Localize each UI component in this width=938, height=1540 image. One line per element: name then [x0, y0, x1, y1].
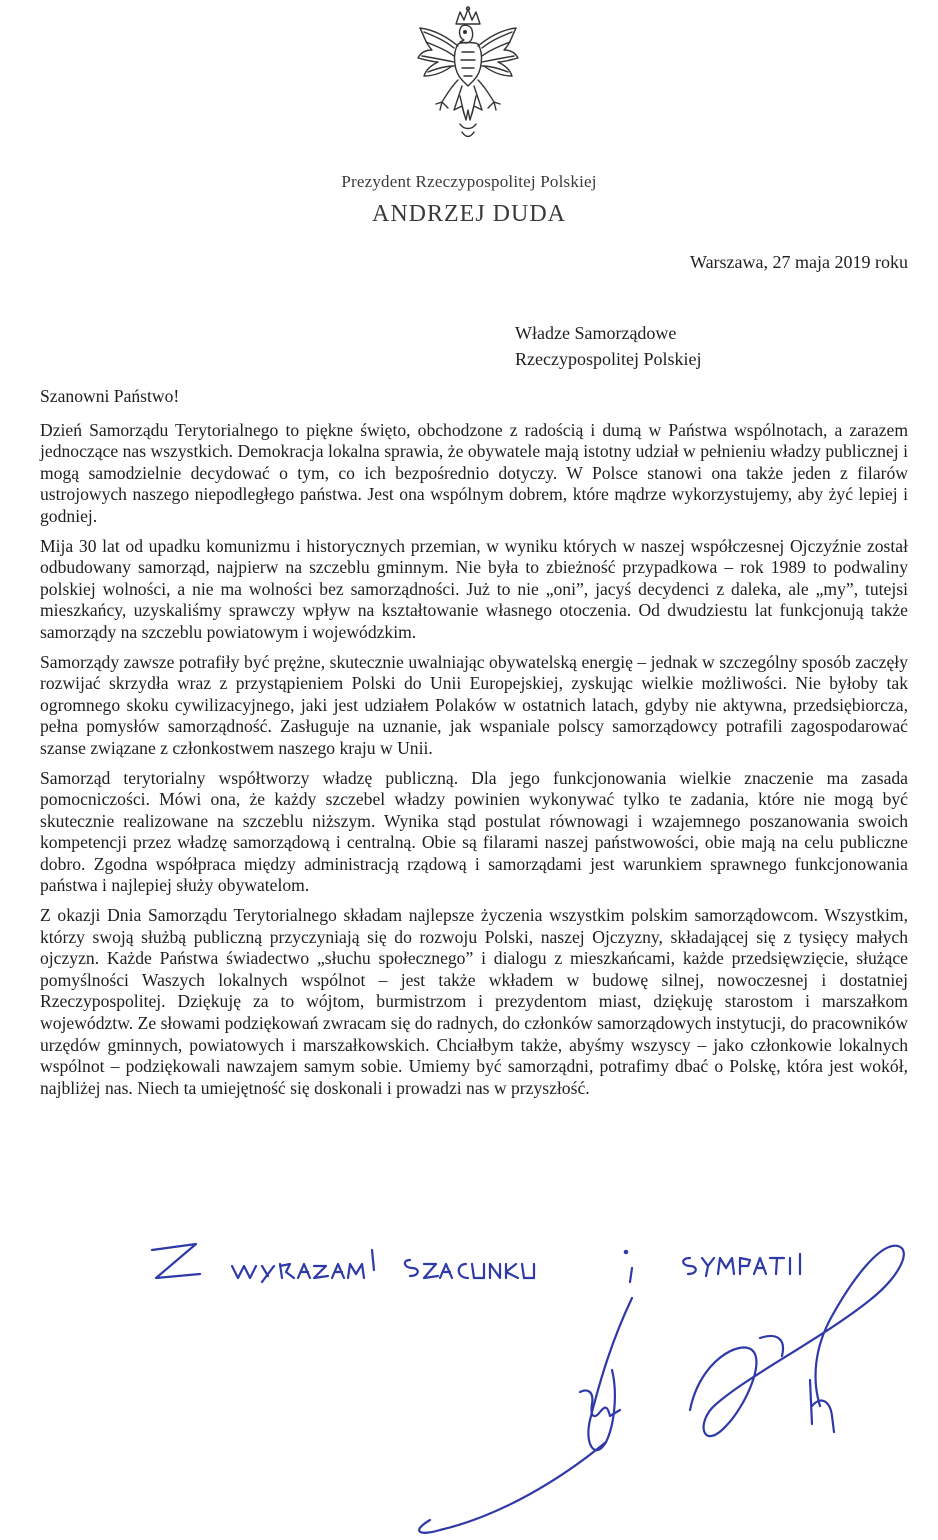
date-line: Warszawa, 27 maja 2019 roku: [690, 252, 908, 272]
salutation: Szanowni Państwo!: [40, 386, 180, 406]
handwritten-signature-icon: [0, 1220, 938, 1540]
letter-body: [40, 386, 908, 1107]
paragraph-4: Samorząd terytorialny współtworzy władzę publiczną. Dla jego funkcjonowania wielkie znaczenie ma zasada pomocniczości. Mówi ona, że każdy szczebel władzy powinien wykonywać tylko te zadania, które nie mogą być skutecznie realizowane na szczeblu niższym. Wynika stąd postulat równowagi i wzajemnego poszanowania swoich kompetencji przez władzę samorządową i centralną. Obie są filarami naszej państwowości, obie mają na celu publiczne dobro. Zgodna współpraca między administracją rządową i samorządami jest warunkiem sprawnego funkcjonowania państwa i najlepiej służy obywatelom.: [40, 767, 908, 896]
recipient-line-2: Rzeczypospolitej Polskiej: [515, 349, 702, 369]
white-eagle-emblem-icon: [412, 6, 524, 144]
recipient-block: [515, 320, 701, 372]
recipient-line-1: Władze Samorządowe: [515, 323, 677, 343]
paragraph-1: Dzień Samorządu Terytorialnego to piękne święto, obchodzone z radością i dumą w Państwa wspólnotach, a zarazem jednoczące nas wszystkich. Demokracja lokalna sprawia, że obywatele mają istotny udział w pełnieniu władzy publicznej i mogą samodzielnie decydować o tym, co ich bezpośrednio dotyczy. W Polsce stanowi ona także jeden z filarów ustrojowych naszego niepodległego państwa. Jest ona wspólnym dobrem, które mądrze wykorzystujemy, aby żyć lepiej i godniej.: [40, 419, 908, 526]
paragraph-2: Mija 30 lat od upadku komunizmu i historycznych przemian, w wyniku których w naszej współczesnej Ojczyźnie został odbudowany samorząd, najpierw na szczeblu gminnym. Nie była to zbieżność przypadkowa – rok 1989 to podwaliny polskiej wolności, a nie ma wolności bez samorządności. Już to nie „oni”, jacyś decydenci z daleka, ale „my”, tutejsi mieszkańcy, uzyskaliśmy sprawczy wpływ na kształtowanie własnego otoczenia. Od dwudziestu lat funkcjonują także samorządy na szczeblu powiatowym i wojewódzkim.: [40, 535, 908, 642]
president-name: ANDRZEJ DUDA: [372, 201, 566, 227]
paragraph-3: Samorządy zawsze potrafiły być prężne, skutecznie uwalniając obywatelską energię – jednak w szczególny sposób zaczęły rozwijać skrzydła wraz z przystąpieniem Polski do Unii Europejskiej, zyskując wielkie możliwości. Nie byłoby tak ogromnego skoku cywilizacyjnego, jaki jest udziałem Polaków w ostatnich latach, gdyby nie aktywna, przedsiębiorcza, pełna pomysłów samorządność. Zasługuje na uznanie, jak wspaniale polscy samorządowcy potrafili zagospodarować szanse związane z członkostwem naszego kraju w Unii.: [40, 651, 908, 758]
office-title: Prezydent Rzeczypospolitej Polskiej: [341, 172, 597, 191]
paragraph-5: Z okazji Dnia Samorządu Terytorialnego składam najlepsze życzenia wszystkim polskim samorządowcom. Wszystkim, którzy swoją służbą publiczną przyczyniają się do rozwoju Polski, naszej Ojczyzny, składającej się z tysięcy małych ojczyzn. Każde Państwa świadectwo „słuchu społecznego” i dialogu z mieszkańcami, każde przedsięwzięcie, służące pomyślności Waszych lokalnych wspólnot – jest także wkładem w budowę silnej, nowoczesnej i dostatniej Rzeczypospolitej. Dziękuję za to wójtom, burmistrzom i prezydentom miast, dziękuję starostom i marszałkom województw. Ze słowami podziękowań zwracam się do radnych, do członków samorządowych instytucji, do pracowników urzędów gminnych, powiatowych i marszałkowskich. Chciałbym także, abyśmy wszyscy – jako członkowie lokalnych wspólnot – podziękowali nawzajem samym sobie. Umiemy być samorządni, potrafimy dbać o Polskę, która jest wokół, najbliżej nas. Niech ta umiejętność się doskonali i prowadzi nas w przyszłość.: [40, 905, 908, 1098]
